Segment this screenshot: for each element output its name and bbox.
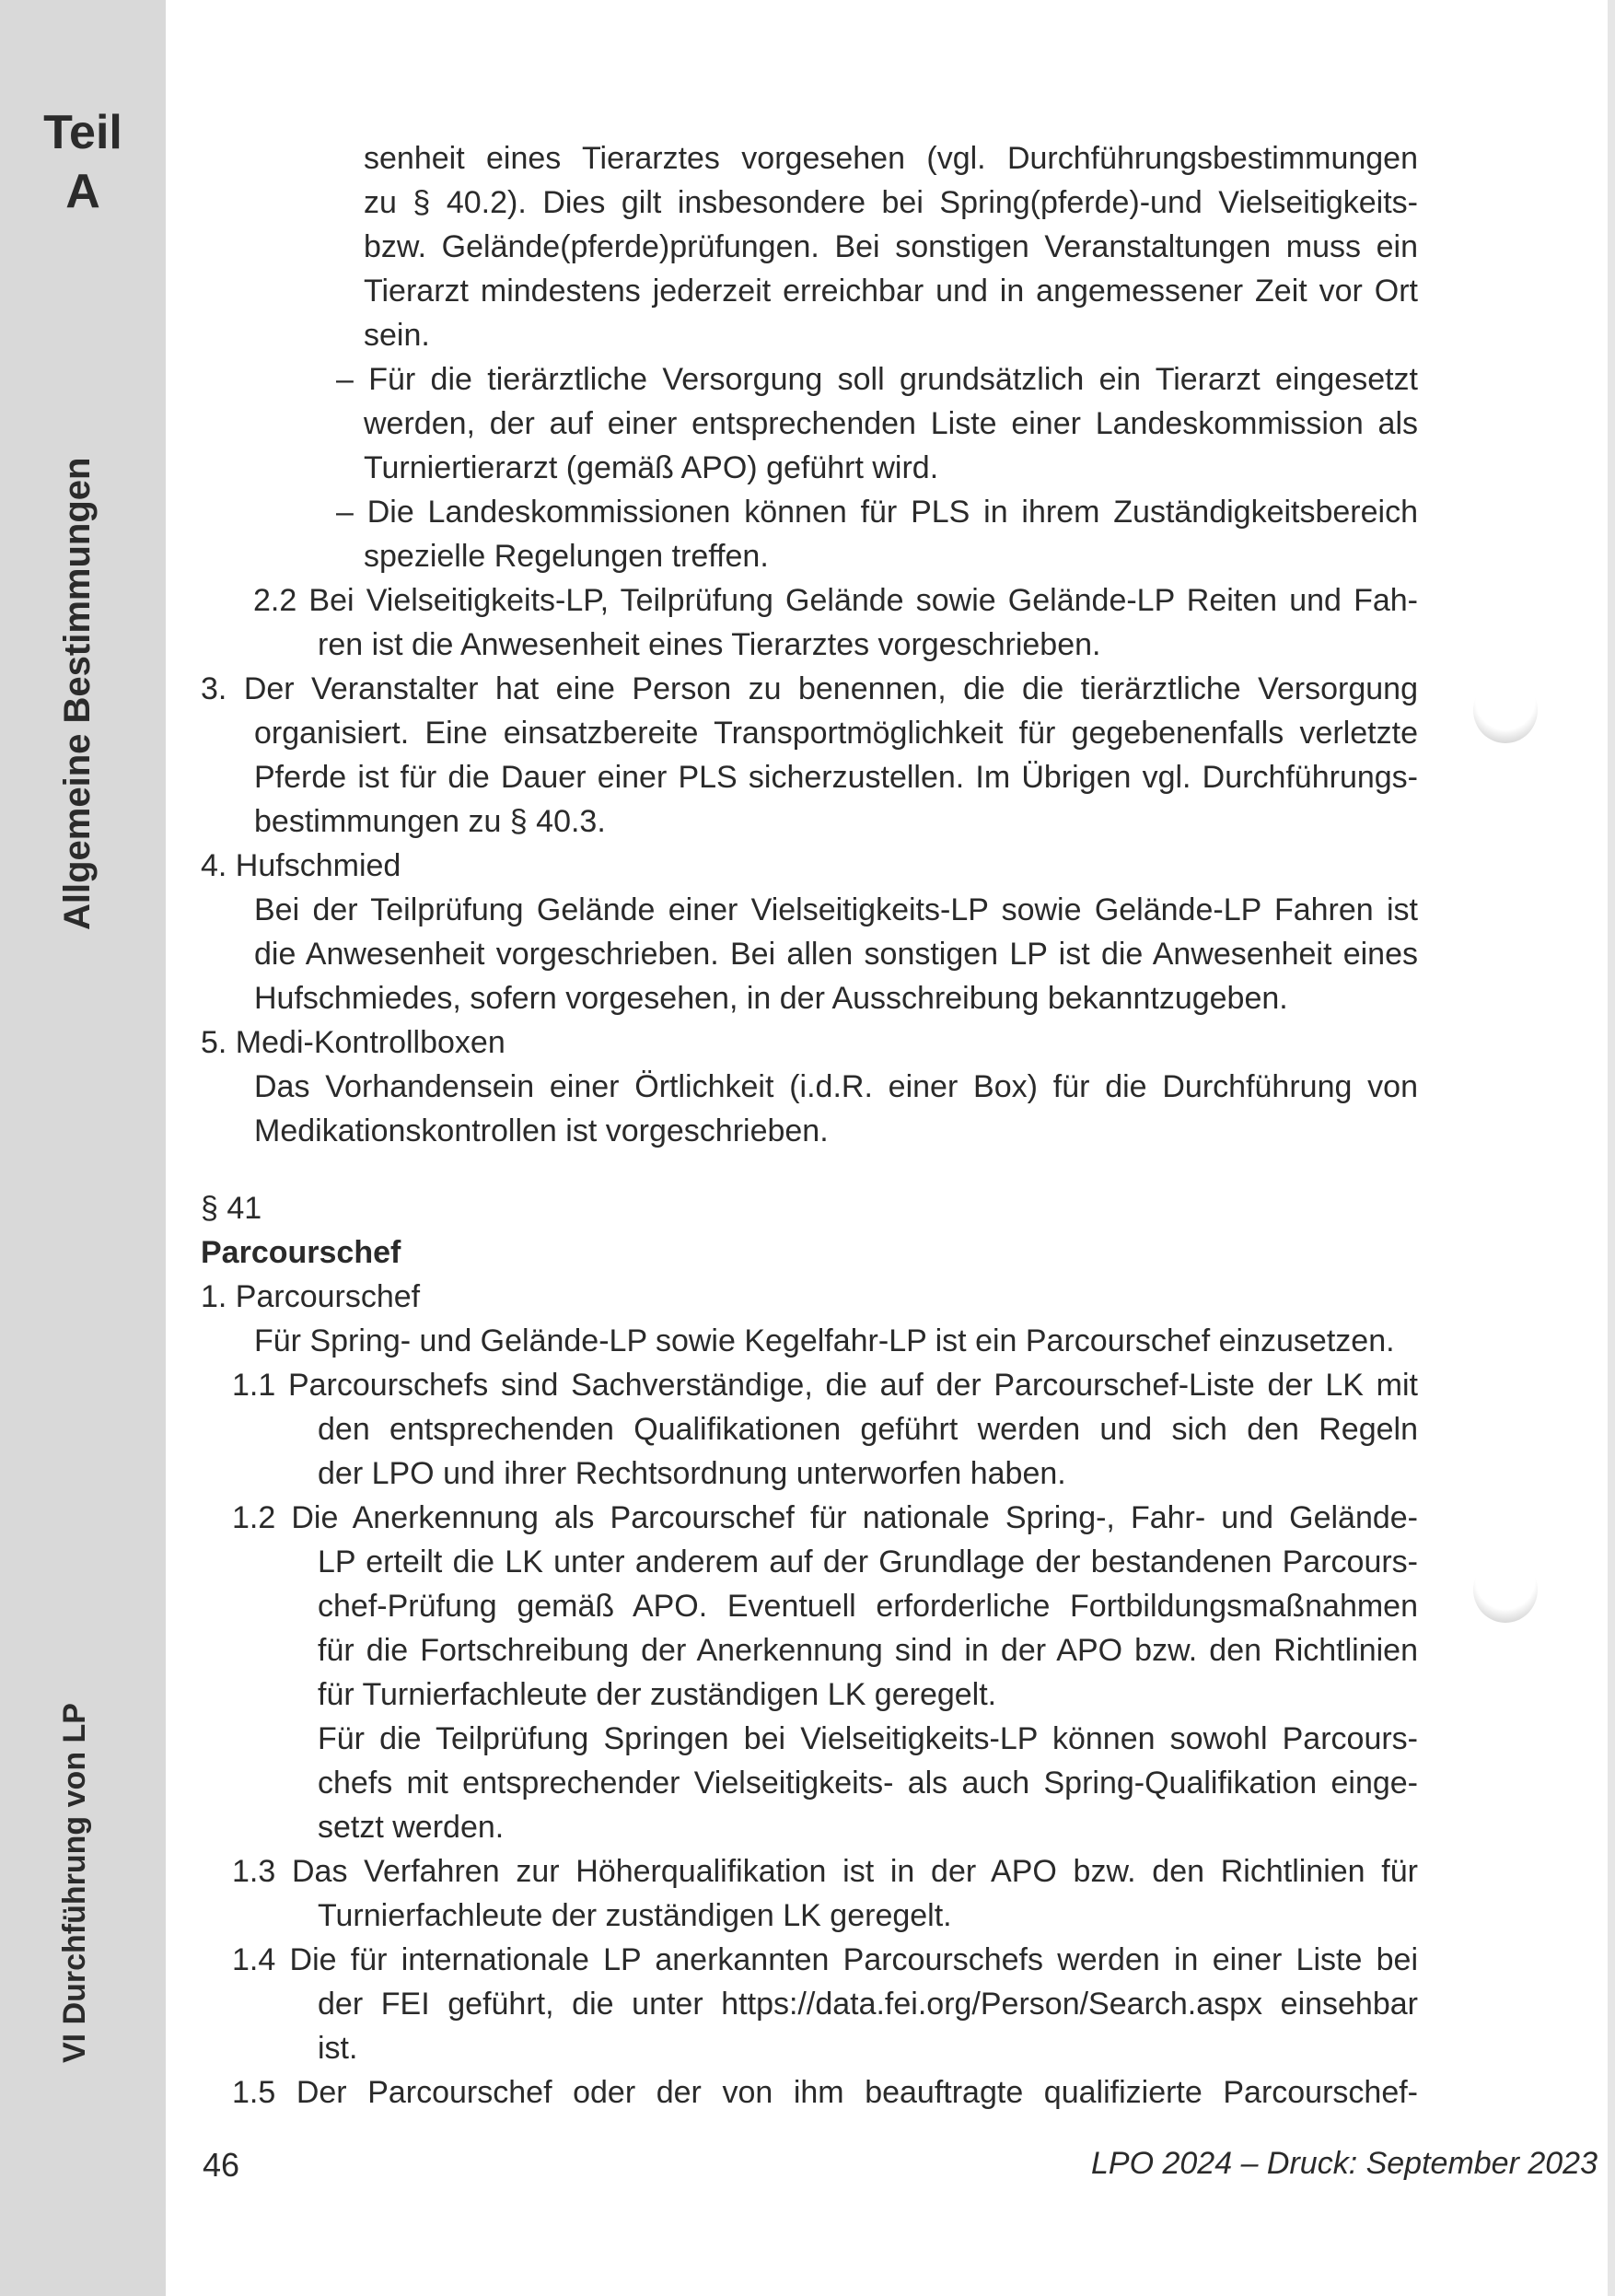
text-line: bzw. Gelände(pferde)prüfungen. Bei sonstigen Veranstaltungen muss ein <box>364 229 1418 264</box>
text-line: 1. Parcourschef <box>201 1279 421 1314</box>
text-line: Turniertierarzt (gemäß APO) geführt wird. <box>364 450 939 485</box>
text-line: spezielle Regelungen treffen. <box>364 539 769 574</box>
text-line: 1.1 Parcourschefs sind Sachverständige, die auf der Parcourschef-Liste der LK mit <box>232 1368 1418 1403</box>
text-line: werden, der auf einer entsprechenden Liste einer Landeskommission als <box>364 406 1418 441</box>
text-line: setzt werden. <box>318 1810 505 1845</box>
text-line: 1.4 Die für internationale LP anerkannten Parcourschefs werden in einer Liste bei <box>232 1942 1418 1977</box>
page-edge <box>1608 0 1615 2296</box>
text-line: Das Vorhandensein einer Örtlichkeit (i.d.R. einer Box) für die Durchführung von <box>254 1069 1418 1104</box>
text-line: der FEI geführt, die unter https://data.fei.org/Person/Search.aspx einsehbar <box>318 1987 1418 2022</box>
text-line: 1.2 Die Anerkennung als Parcourschef für nationale Spring-, Fahr- und Gelände- <box>232 1500 1418 1535</box>
text-line: organisiert. Eine einsatzbereite Transportmöglichkeit für gegebenenfalls verletzte <box>254 716 1418 751</box>
text-line: Pferde ist für die Dauer einer PLS sicherzustellen. Im Übrigen vgl. Durchführungs- <box>254 760 1418 795</box>
text-line: für die Fortschreibung der Anerkennung sind in der APO bzw. den Richtlinien <box>318 1633 1418 1668</box>
text-line: chef-Prüfung gemäß APO. Eventuell erforderliche Fortbildungsmaßnahmen <box>318 1589 1418 1624</box>
punch-hole-icon <box>1473 677 1538 743</box>
text-line: sein. <box>364 318 430 353</box>
page-number: 46 <box>203 2146 240 2184</box>
edition-footer: LPO 2024 – Druck: September 2023 <box>1091 2146 1598 2181</box>
text-line: Parcourschef <box>201 1235 401 1270</box>
text-line: 3. Der Veranstalter hat eine Person zu benennen, die die tierärztliche Versorgung <box>201 671 1418 706</box>
text-line: chefs mit entsprechender Vielseitigkeits- als auch Spring-Qualifikation einge- <box>318 1766 1418 1801</box>
text-line: Tierarzt mindestens jederzeit erreichbar und in angemessener Zeit vor Ort <box>364 274 1418 309</box>
text-line: den entsprechenden Qualifikationen geführt werden und sich den Regeln <box>318 1412 1418 1447</box>
text-line: Turnierfachleute der zuständigen LK geregelt. <box>318 1898 952 1933</box>
text-line: 2.2 Bei Vielseitigkeits-LP, Teilprüfung Gelände sowie Gelände-LP Reiten und Fah- <box>253 583 1418 618</box>
chapter-title-vertical: VI Durchführung von LP <box>57 1703 92 2063</box>
text-line: § 41 <box>201 1191 262 1226</box>
text-line: für Turnierfachleute der zuständigen LK geregelt. <box>318 1677 997 1712</box>
part-label <box>0 103 166 221</box>
text-line: bestimmungen zu § 40.3. <box>254 804 606 839</box>
text-line: – Die Landeskommissionen können für PLS in ihrem Zuständigkeitsbereich <box>336 495 1418 530</box>
text-line: – Für die tierärztliche Versorgung soll grundsätzlich ein Tierarzt eingesetzt <box>336 362 1418 397</box>
part-label-text: Teil <box>43 106 122 159</box>
text-line: der LPO und ihrer Rechtsordnung unterworfen haben. <box>318 1456 1066 1491</box>
text-line: zu § 40.2). Dies gilt insbesondere bei Spring(pferde)-und Vielseitigkeits- <box>364 185 1418 220</box>
text-line: ist. <box>318 2031 358 2066</box>
text-line: Für Spring- und Gelände-LP sowie Kegelfahr-LP ist ein Parcourschef einzusetzen. <box>254 1323 1395 1358</box>
punch-hole-icon <box>1473 1556 1538 1623</box>
text-line: Hufschmiedes, sofern vorgesehen, in der Ausschreibung bekanntzugeben. <box>254 981 1288 1016</box>
text-line: Für die Teilprüfung Springen bei Vielseitigkeits-LP können sowohl Parcours- <box>318 1721 1418 1756</box>
text-line: LP erteilt die LK unter anderem auf der Grundlage der bestandenen Parcours- <box>318 1544 1418 1579</box>
thumb-index-tab <box>0 0 166 2296</box>
part-letter: A <box>65 165 100 218</box>
text-line: ren ist die Anwesenheit eines Tierarztes vorgeschrieben. <box>318 627 1101 662</box>
text-line: Bei der Teilprüfung Gelände einer Vielseitigkeits-LP sowie Gelände-LP Fahren ist <box>254 892 1418 927</box>
text-line: 4. Hufschmied <box>201 848 401 883</box>
text-line: 1.5 Der Parcourschef oder der von ihm beauftragte qualifizierte Parcourschef- <box>232 2075 1418 2110</box>
section-title-vertical: Allgemeine Bestimmungen <box>57 457 98 930</box>
text-line: Medikationskontrollen ist vorgeschrieben. <box>254 1113 829 1148</box>
text-line: senheit eines Tierarztes vorgesehen (vgl. Durchführungsbestimmungen <box>364 141 1418 176</box>
text-line: 1.3 Das Verfahren zur Höherqualifikation ist in der APO bzw. den Richtlinien für <box>232 1854 1418 1889</box>
text-line: 5. Medi-Kontrollboxen <box>201 1025 505 1060</box>
text-line: die Anwesenheit vorgeschrieben. Bei allen sonstigen LP ist die Anwesenheit eines <box>254 937 1418 972</box>
